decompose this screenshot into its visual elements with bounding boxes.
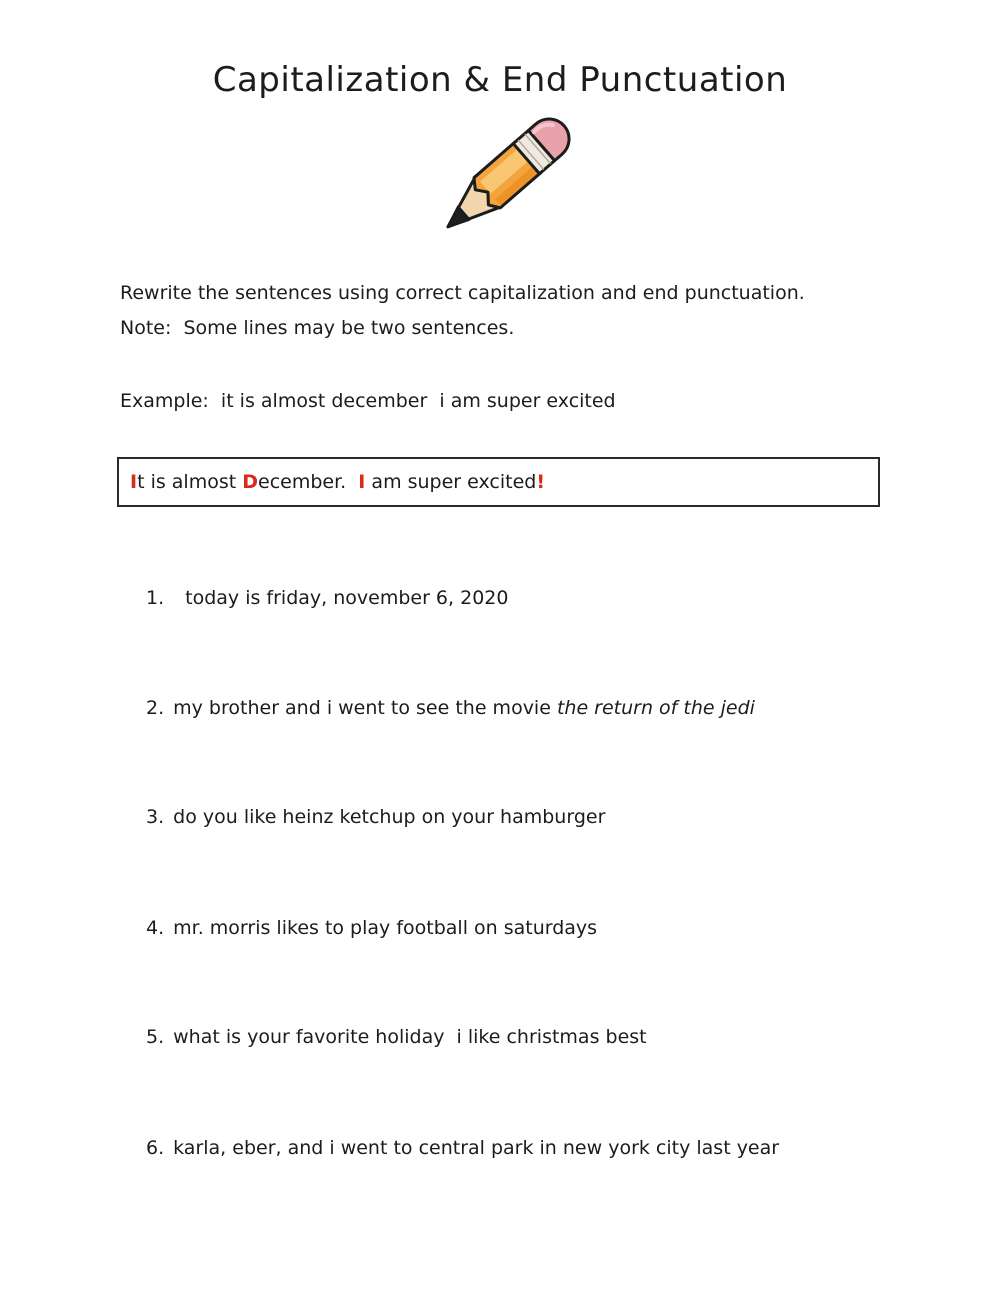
answer-segment: t is almost [137, 471, 243, 493]
question-number: 5. [146, 1026, 165, 1048]
question-row-3 [146, 804, 605, 830]
question-number: 2. [146, 697, 165, 719]
example-prompt: Example: it is almost december i am super excited [120, 390, 616, 412]
pencil-illustration [428, 104, 578, 254]
answer-segment: am super excited [365, 471, 537, 493]
answer-segment: I [358, 471, 366, 493]
question-number: 1. [146, 587, 165, 609]
instruction-line-1: Rewrite the sentences using correct capitalization and end punctuation. [120, 282, 805, 304]
question-text: do you like heinz ketchup on your hamburger [173, 806, 606, 828]
question-number: 4. [146, 917, 165, 939]
answer-segment: ecember. [258, 471, 359, 493]
example-answer-box [117, 457, 880, 507]
question-text: what is your favorite holiday i like christmas best [173, 1026, 647, 1048]
question-number: 6. [146, 1137, 165, 1159]
question-number: 3. [146, 806, 165, 828]
answer-segment: I [130, 471, 138, 493]
question-row-4 [146, 915, 597, 941]
worksheet-title: Capitalization & End Punctuation [212, 60, 788, 100]
pencil-icon [428, 104, 578, 254]
answer-segment: ! [536, 471, 546, 493]
question-row-2 [146, 695, 755, 721]
question-row-5 [146, 1024, 647, 1050]
answer-segment: D [242, 471, 259, 493]
question-text: mr. morris likes to play football on saturdays [173, 917, 598, 939]
question-row-6 [146, 1135, 779, 1161]
question-row-1 [146, 585, 508, 611]
question-text: karla, eber, and i went to central park in new york city last year [173, 1137, 780, 1159]
question-text-italic: the return of the jedi [556, 697, 755, 719]
instruction-line-2: Note: Some lines may be two sentences. [120, 317, 515, 339]
question-text: my brother and i went to see the movie [173, 697, 557, 719]
question-text: today is friday, november 6, 2020 [185, 587, 509, 609]
